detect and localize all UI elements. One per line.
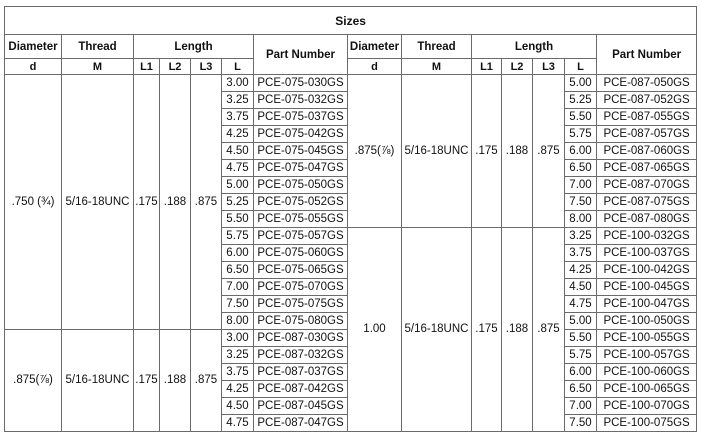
header-l-right: L [565,59,597,75]
right-l3-cell: .875 [533,228,565,432]
left-length-cell: 4.75 [222,160,254,177]
right-part-number-cell: PCE-087-065GS [597,160,697,177]
left-part-number-cell: PCE-075-080GS [254,313,348,330]
left-part-number-cell: PCE-087-030GS [254,330,348,347]
header-m-left: M [62,59,134,75]
left-length-cell: 4.50 [222,143,254,160]
sizes-table [4,6,697,432]
header-l3-right: L3 [533,59,565,75]
left-part-number-cell: PCE-087-045GS [254,398,348,415]
right-diameter-cell: 1.00 [348,228,402,432]
right-length-cell: 5.50 [565,109,597,126]
left-l3-cell: .875 [191,330,222,432]
left-length-cell: 6.50 [222,262,254,279]
right-part-number-cell: PCE-100-032GS [597,228,697,245]
header-l2-right: L2 [502,59,533,75]
left-length-cell: 5.00 [222,177,254,194]
left-part-number-cell: PCE-075-065GS [254,262,348,279]
right-length-cell: 4.25 [565,262,597,279]
left-length-cell: 4.25 [222,126,254,143]
left-l1-cell: .175 [134,75,160,330]
right-part-number-cell: PCE-087-080GS [597,211,697,228]
right-part-number-cell: PCE-087-052GS [597,92,697,109]
right-part-number-cell: PCE-100-075GS [597,415,697,432]
left-part-number-cell: PCE-075-075GS [254,296,348,313]
right-length-cell: 6.50 [565,160,597,177]
left-length-cell: 3.75 [222,109,254,126]
right-part-number-cell: PCE-087-050GS [597,75,697,92]
left-l3-cell: .875 [191,75,222,330]
left-part-number-cell: PCE-075-030GS [254,75,348,92]
right-part-number-cell: PCE-100-060GS [597,364,697,381]
left-l2-cell: .188 [160,330,191,432]
left-length-cell: 6.00 [222,245,254,262]
left-part-number-cell: PCE-075-037GS [254,109,348,126]
left-part-number-cell: PCE-087-047GS [254,415,348,432]
right-length-cell: 8.00 [565,211,597,228]
left-length-cell: 3.25 [222,347,254,364]
table-body [5,75,697,432]
left-length-cell: 3.00 [222,75,254,92]
right-part-number-cell: PCE-100-065GS [597,381,697,398]
header-m-right: M [402,59,472,75]
left-diameter-cell: .875(⅞) [5,330,62,432]
left-part-number-cell: PCE-075-050GS [254,177,348,194]
left-length-cell: 3.00 [222,330,254,347]
left-thread-cell: 5/16-18UNC [62,330,134,432]
right-part-number-cell: PCE-100-042GS [597,262,697,279]
right-l2-cell: .188 [502,228,533,432]
left-part-number-cell: PCE-075-047GS [254,160,348,177]
right-length-cell: 5.50 [565,330,597,347]
right-part-number-cell: PCE-087-055GS [597,109,697,126]
left-part-number-cell: PCE-087-042GS [254,381,348,398]
right-part-number-cell: PCE-100-055GS [597,330,697,347]
left-part-number-cell: PCE-075-045GS [254,143,348,160]
left-length-cell: 4.50 [222,398,254,415]
left-part-number-cell: PCE-087-032GS [254,347,348,364]
right-part-number-cell: PCE-100-045GS [597,279,697,296]
right-part-number-cell: PCE-087-070GS [597,177,697,194]
left-part-number-cell: PCE-075-052GS [254,194,348,211]
left-length-cell: 5.75 [222,228,254,245]
left-length-cell: 7.00 [222,279,254,296]
left-diameter-cell: .750 (¾) [5,75,62,330]
header-part-number-right: Part Number [597,35,697,75]
header-l1-right: L1 [472,59,502,75]
left-part-number-cell: PCE-075-070GS [254,279,348,296]
header-part-number-left: Part Number [254,35,348,75]
left-l2-cell: .188 [160,75,191,330]
left-length-cell: 8.00 [222,313,254,330]
right-l1-cell: .175 [472,75,502,228]
right-length-cell: 3.25 [565,228,597,245]
header-l-left: L [222,59,254,75]
right-length-cell: 5.00 [565,313,597,330]
right-length-cell: 4.75 [565,296,597,313]
right-length-cell: 7.50 [565,194,597,211]
header-length-right: Length [472,35,597,59]
header-d-right: d [348,59,402,75]
right-length-cell: 6.00 [565,364,597,381]
right-length-cell: 7.00 [565,177,597,194]
header-l3-left: L3 [191,59,222,75]
right-part-number-cell: PCE-087-075GS [597,194,697,211]
header-thread-left: Thread [62,35,134,59]
header-diameter-left: Diameter [5,35,62,59]
right-length-cell: 5.75 [565,126,597,143]
right-part-number-cell: PCE-100-050GS [597,313,697,330]
left-length-cell: 4.75 [222,415,254,432]
right-l3-cell: .875 [533,75,565,228]
right-length-cell: 5.75 [565,347,597,364]
right-length-cell: 7.50 [565,415,597,432]
header-l2-left: L2 [160,59,191,75]
right-length-cell: 3.75 [565,245,597,262]
header-length-left: Length [134,35,254,59]
right-part-number-cell: PCE-100-057GS [597,347,697,364]
header-d-left: d [5,59,62,75]
right-length-cell: 6.50 [565,381,597,398]
right-part-number-cell: PCE-100-037GS [597,245,697,262]
right-part-number-cell: PCE-100-070GS [597,398,697,415]
right-thread-cell: 5/16-18UNC [402,228,472,432]
right-thread-cell: 5/16-18UNC [402,75,472,228]
right-part-number-cell: PCE-100-047GS [597,296,697,313]
right-diameter-cell: .875(⅞) [348,75,402,228]
right-length-cell: 5.25 [565,92,597,109]
left-length-cell: 5.50 [222,211,254,228]
left-part-number-cell: PCE-075-057GS [254,228,348,245]
header-thread-right: Thread [402,35,472,59]
left-part-number-cell: PCE-075-032GS [254,92,348,109]
right-l1-cell: .175 [472,228,502,432]
table-row [5,75,697,92]
right-l2-cell: .188 [502,75,533,228]
left-part-number-cell: PCE-075-042GS [254,126,348,143]
left-length-cell: 3.25 [222,92,254,109]
right-length-cell: 7.00 [565,398,597,415]
right-part-number-cell: PCE-087-057GS [597,126,697,143]
left-part-number-cell: PCE-075-055GS [254,211,348,228]
right-length-cell: 5.00 [565,75,597,92]
left-length-cell: 3.75 [222,364,254,381]
left-part-number-cell: PCE-075-060GS [254,245,348,262]
table-title: Sizes [5,7,697,35]
left-thread-cell: 5/16-18UNC [62,75,134,330]
sizes-table-container [4,6,697,432]
right-length-cell: 6.00 [565,143,597,160]
left-length-cell: 4.25 [222,381,254,398]
header-l1-left: L1 [134,59,160,75]
left-length-cell: 7.50 [222,296,254,313]
header-diameter-right: Diameter [348,35,402,59]
right-length-cell: 4.50 [565,279,597,296]
left-part-number-cell: PCE-087-037GS [254,364,348,381]
left-l1-cell: .175 [134,330,160,432]
left-length-cell: 5.25 [222,194,254,211]
right-part-number-cell: PCE-087-060GS [597,143,697,160]
